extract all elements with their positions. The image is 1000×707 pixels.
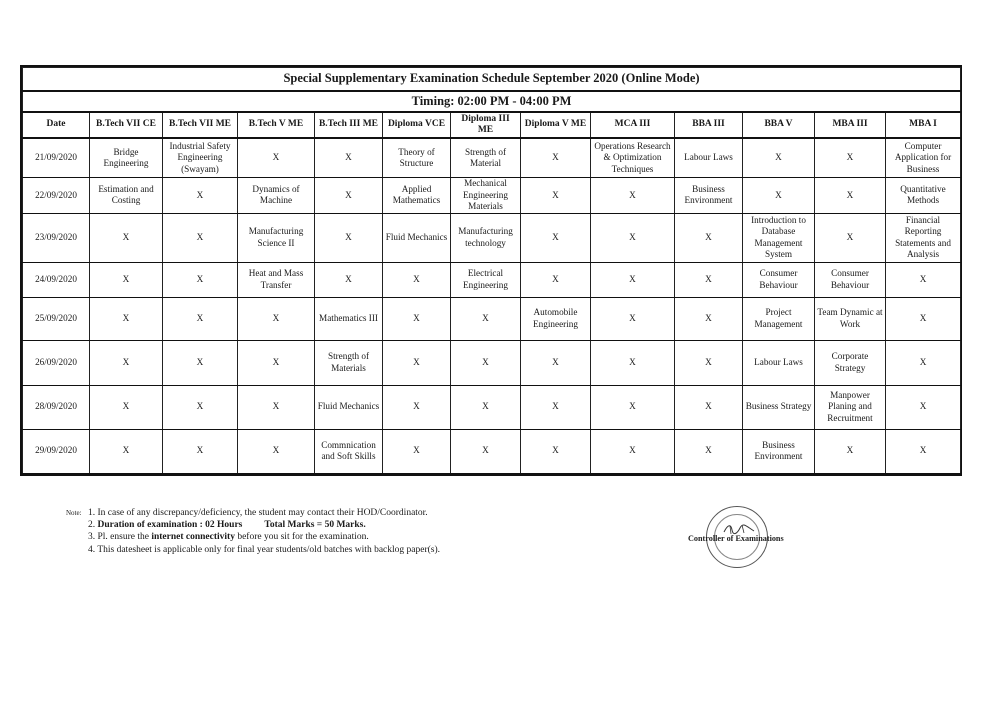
subject-cell: X bbox=[90, 262, 163, 297]
subject-cell: X bbox=[743, 178, 815, 214]
subject-cell: Mechanical Engineering Materials bbox=[451, 178, 521, 214]
subject-cell: Estimation and Costing bbox=[90, 178, 163, 214]
subject-cell: Electrical Engineering bbox=[451, 262, 521, 297]
subject-cell: Business Environment bbox=[675, 178, 743, 214]
subject-cell: Theory of Structure bbox=[383, 138, 451, 178]
note-3-prefix: 3. Pl. ensure the bbox=[88, 532, 152, 543]
note-2-duration: Duration of examination : 02 Hours bbox=[97, 520, 243, 531]
subject-cell: X bbox=[675, 340, 743, 385]
subject-cell: X bbox=[815, 213, 886, 262]
subject-cell: X bbox=[383, 385, 451, 429]
subject-cell: X bbox=[90, 385, 163, 429]
schedule-body bbox=[23, 138, 961, 473]
subject-cell: X bbox=[90, 213, 163, 262]
subject-cell: Applied Mathematics bbox=[383, 178, 451, 214]
subject-cell: Fluid Mechanics bbox=[383, 213, 451, 262]
table-row bbox=[23, 213, 961, 262]
subject-cell: X bbox=[163, 429, 238, 473]
subject-cell: Industrial Safety Engineering (Swayam) bbox=[163, 138, 238, 178]
table-row bbox=[23, 340, 961, 385]
subject-cell: X bbox=[886, 262, 961, 297]
subject-cell: X bbox=[675, 297, 743, 340]
column-header: B.Tech III ME bbox=[315, 112, 383, 138]
schedule-title: Special Supplementary Examination Schedule September 2020 (Online Mode) bbox=[23, 68, 961, 92]
subject-cell: Introduction to Database Management System bbox=[743, 213, 815, 262]
subject-cell: X bbox=[315, 262, 383, 297]
notes-label: Note: bbox=[66, 509, 82, 517]
subject-cell: X bbox=[521, 429, 591, 473]
subject-cell: X bbox=[521, 340, 591, 385]
subject-cell: Business Strategy bbox=[743, 385, 815, 429]
subject-cell: Bridge Engineering bbox=[90, 138, 163, 178]
subject-cell: Computer Application for Business bbox=[886, 138, 961, 178]
subject-cell: Fluid Mechanics bbox=[315, 385, 383, 429]
subject-cell: X bbox=[163, 340, 238, 385]
subject-cell: X bbox=[815, 429, 886, 473]
subject-cell: Manufacturing technology bbox=[451, 213, 521, 262]
column-header: Diploma V ME bbox=[521, 112, 591, 138]
subject-cell: X bbox=[521, 213, 591, 262]
subject-cell: X bbox=[383, 340, 451, 385]
subject-cell: X bbox=[383, 262, 451, 297]
subject-cell: Team Dynamic at Work bbox=[815, 297, 886, 340]
subject-cell: X bbox=[675, 429, 743, 473]
column-header: MBA I bbox=[886, 112, 961, 138]
subject-cell: Manpower Planing and Recruitment bbox=[815, 385, 886, 429]
table-row bbox=[23, 385, 961, 429]
subject-cell: X bbox=[315, 213, 383, 262]
subject-cell: X bbox=[238, 429, 315, 473]
note-1: 1. In case of any discrepancy/deficiency, the student may contact their HOD/Coordinator. bbox=[88, 508, 428, 518]
subject-cell: Consumer Behaviour bbox=[815, 262, 886, 297]
subject-cell: X bbox=[238, 297, 315, 340]
subject-cell: Labour Laws bbox=[743, 340, 815, 385]
exam-schedule-table-container bbox=[20, 65, 962, 476]
subject-cell: X bbox=[163, 297, 238, 340]
date-cell: 29/09/2020 bbox=[23, 429, 90, 473]
subject-cell: Business Environment bbox=[743, 429, 815, 473]
subject-cell: X bbox=[591, 429, 675, 473]
subject-cell: X bbox=[886, 385, 961, 429]
note-4: 4. This datesheet is applicable only for final year students/old batches with backlog paper(s). bbox=[88, 544, 441, 555]
date-cell: 24/09/2020 bbox=[23, 262, 90, 297]
subject-cell: X bbox=[591, 297, 675, 340]
subject-cell: Operations Research & Optimization Techniques bbox=[591, 138, 675, 178]
column-header: Diploma III ME bbox=[451, 112, 521, 138]
subject-cell: Strength of Material bbox=[451, 138, 521, 178]
subject-cell: X bbox=[675, 213, 743, 262]
subject-cell: X bbox=[163, 385, 238, 429]
column-header: Date bbox=[23, 112, 90, 138]
column-header-row bbox=[23, 112, 961, 138]
column-header: B.Tech VII CE bbox=[90, 112, 163, 138]
note-2-marks: Total Marks = 50 Marks. bbox=[264, 520, 366, 531]
schedule-timing: Timing: 02:00 PM - 04:00 PM bbox=[23, 91, 961, 112]
subject-cell: Heat and Mass Transfer bbox=[238, 262, 315, 297]
table-row bbox=[23, 138, 961, 178]
table-row bbox=[23, 429, 961, 473]
subject-cell: X bbox=[521, 385, 591, 429]
subject-cell: Quantitative Methods bbox=[886, 178, 961, 214]
subject-cell: X bbox=[383, 297, 451, 340]
date-cell: 21/09/2020 bbox=[23, 138, 90, 178]
subject-cell: X bbox=[743, 138, 815, 178]
subject-cell: X bbox=[238, 385, 315, 429]
subject-cell: X bbox=[238, 138, 315, 178]
subject-cell: X bbox=[90, 297, 163, 340]
subject-cell: X bbox=[815, 178, 886, 214]
subject-cell: X bbox=[886, 297, 961, 340]
date-cell: 26/09/2020 bbox=[23, 340, 90, 385]
subject-cell: X bbox=[591, 340, 675, 385]
note-3-bold: internet connectivity bbox=[151, 532, 235, 543]
controller-stamp bbox=[688, 500, 788, 576]
subject-cell: X bbox=[451, 429, 521, 473]
subject-cell: Dynamics of Machine bbox=[238, 178, 315, 214]
subject-cell: X bbox=[163, 213, 238, 262]
column-header: MBA III bbox=[815, 112, 886, 138]
subject-cell: X bbox=[238, 340, 315, 385]
date-cell: 28/09/2020 bbox=[23, 385, 90, 429]
subject-cell: Project Management bbox=[743, 297, 815, 340]
subject-cell: X bbox=[815, 138, 886, 178]
notes-section bbox=[66, 507, 440, 556]
subject-cell: X bbox=[521, 178, 591, 214]
column-header: B.Tech V ME bbox=[238, 112, 315, 138]
subject-cell: X bbox=[90, 429, 163, 473]
subject-cell: X bbox=[315, 138, 383, 178]
subject-cell: X bbox=[521, 262, 591, 297]
subject-cell: X bbox=[315, 178, 383, 214]
subject-cell: Manufacturing Science II bbox=[238, 213, 315, 262]
table-row bbox=[23, 297, 961, 340]
table-row bbox=[23, 262, 961, 297]
subject-cell: X bbox=[591, 213, 675, 262]
table-row bbox=[23, 178, 961, 214]
subject-cell: X bbox=[675, 385, 743, 429]
subject-cell: X bbox=[451, 385, 521, 429]
subject-cell: X bbox=[521, 138, 591, 178]
subject-cell: X bbox=[163, 262, 238, 297]
subject-cell: Automobile Engineering bbox=[521, 297, 591, 340]
subject-cell: Commnication and Soft Skills bbox=[315, 429, 383, 473]
subject-cell: X bbox=[383, 429, 451, 473]
subject-cell: Financial Reporting Statements and Analysis bbox=[886, 213, 961, 262]
subject-cell: X bbox=[886, 340, 961, 385]
subject-cell: Mathematics III bbox=[315, 297, 383, 340]
column-header: BBA V bbox=[743, 112, 815, 138]
exam-schedule-table bbox=[22, 67, 961, 474]
column-header: MCA III bbox=[591, 112, 675, 138]
date-cell: 23/09/2020 bbox=[23, 213, 90, 262]
column-header: B.Tech VII ME bbox=[163, 112, 238, 138]
subject-cell: Consumer Behaviour bbox=[743, 262, 815, 297]
subject-cell: X bbox=[90, 340, 163, 385]
date-cell: 25/09/2020 bbox=[23, 297, 90, 340]
column-header: Diploma VCE bbox=[383, 112, 451, 138]
note-2 bbox=[88, 519, 440, 531]
subject-cell: X bbox=[591, 262, 675, 297]
controller-of-examinations-label: Controller of Examinations bbox=[688, 534, 784, 543]
note-2-prefix: 2. bbox=[88, 520, 98, 531]
subject-cell: X bbox=[675, 262, 743, 297]
note-3-suffix: before you sit for the examination. bbox=[234, 532, 369, 543]
subject-cell: X bbox=[886, 429, 961, 473]
subject-cell: Strength of Materials bbox=[315, 340, 383, 385]
date-cell: 22/09/2020 bbox=[23, 178, 90, 214]
subject-cell: X bbox=[163, 178, 238, 214]
subject-cell: X bbox=[591, 385, 675, 429]
column-header: BBA III bbox=[675, 112, 743, 138]
subject-cell: X bbox=[451, 340, 521, 385]
note-3 bbox=[88, 531, 440, 543]
subject-cell: Corporate Strategy bbox=[815, 340, 886, 385]
subject-cell: X bbox=[591, 178, 675, 214]
subject-cell: X bbox=[451, 297, 521, 340]
subject-cell: Labour Laws bbox=[675, 138, 743, 178]
